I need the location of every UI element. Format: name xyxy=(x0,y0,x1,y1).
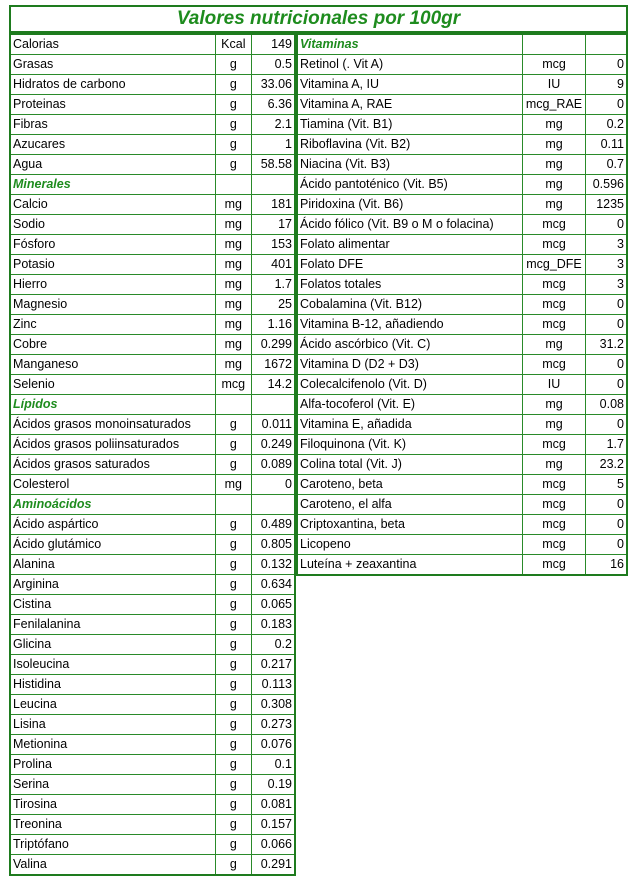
nutrient-name: Criptoxantina, beta xyxy=(297,515,523,535)
nutrient-row xyxy=(297,455,627,475)
nutrient-row xyxy=(10,335,295,355)
nutrient-row xyxy=(10,355,295,375)
nutrient-row xyxy=(10,135,295,155)
nutrient-name: Fenilalanina xyxy=(10,615,216,635)
nutrient-value: 0.2 xyxy=(586,115,628,135)
nutrient-row xyxy=(10,315,295,335)
nutrient-row xyxy=(10,295,295,315)
nutrient-name: Tiamina (Vit. B1) xyxy=(297,115,523,135)
nutrient-row xyxy=(10,655,295,675)
nutrient-name: Tirosina xyxy=(10,795,216,815)
nutrient-unit: g xyxy=(216,135,251,155)
nutrient-row xyxy=(10,535,295,555)
nutrient-unit: mg xyxy=(216,215,251,235)
nutrient-unit: g xyxy=(216,535,251,555)
nutrient-name: Potasio xyxy=(10,255,216,275)
nutrient-row xyxy=(10,675,295,695)
nutrient-name: Vitamina B-12, añadiendo xyxy=(297,315,523,335)
nutrient-value: 9 xyxy=(586,75,628,95)
nutrient-row xyxy=(297,55,627,75)
nutrient-unit: g xyxy=(216,555,251,575)
nutrient-value: 401 xyxy=(251,255,295,275)
nutrient-row xyxy=(297,375,627,395)
nutrient-name: Vitamina A, IU xyxy=(297,75,523,95)
nutrient-unit xyxy=(216,495,251,515)
nutrient-name: Fósforo xyxy=(10,235,216,255)
nutrient-row xyxy=(297,515,627,535)
nutrient-value: 25 xyxy=(251,295,295,315)
nutrient-unit: mg xyxy=(523,455,586,475)
nutrient-name: Folatos totales xyxy=(297,275,523,295)
nutrient-value: 0.066 xyxy=(251,835,295,855)
nutrient-value: 0 xyxy=(586,495,628,515)
left-nutrient-table xyxy=(9,33,296,876)
nutrient-value: 5 xyxy=(586,475,628,495)
nutrient-row xyxy=(10,155,295,175)
nutrient-row xyxy=(297,115,627,135)
nutrient-unit: IU xyxy=(523,375,586,395)
section-header-row xyxy=(297,34,627,55)
nutrient-value: 0 xyxy=(586,415,628,435)
nutrient-value: 0.308 xyxy=(251,695,295,715)
nutrient-value xyxy=(251,395,295,415)
nutrient-unit: g xyxy=(216,715,251,735)
nutrient-unit: mg xyxy=(216,255,251,275)
nutrient-name: Ácido aspártico xyxy=(10,515,216,535)
nutrient-name: Calorias xyxy=(10,34,216,55)
nutrient-unit: mcg_RAE xyxy=(523,95,586,115)
nutrient-row xyxy=(10,95,295,115)
right-nutrient-table xyxy=(296,33,628,576)
nutrient-unit: g xyxy=(216,435,251,455)
nutrient-value: 181 xyxy=(251,195,295,215)
nutrient-unit: mcg xyxy=(523,555,586,576)
nutrient-value: 0 xyxy=(586,535,628,555)
nutrient-value: 1.7 xyxy=(586,435,628,455)
nutrient-name: Fibras xyxy=(10,115,216,135)
nutrient-unit: g xyxy=(216,675,251,695)
nutrient-row xyxy=(297,355,627,375)
nutrient-value: 0.157 xyxy=(251,815,295,835)
nutrient-unit: g xyxy=(216,775,251,795)
nutrient-row xyxy=(297,155,627,175)
nutrient-value: 0.065 xyxy=(251,595,295,615)
nutrient-name: Proteinas xyxy=(10,95,216,115)
nutrient-row xyxy=(297,235,627,255)
nutrient-name: Folato DFE xyxy=(297,255,523,275)
nutrient-name: Triptófano xyxy=(10,835,216,855)
nutrient-row xyxy=(10,575,295,595)
nutrient-unit: g xyxy=(216,515,251,535)
nutrient-row xyxy=(10,715,295,735)
nutrient-row xyxy=(297,135,627,155)
nutrient-name: Cobre xyxy=(10,335,216,355)
nutrient-name: Niacina (Vit. B3) xyxy=(297,155,523,175)
nutrient-value: 0.596 xyxy=(586,175,628,195)
nutrient-unit: g xyxy=(216,595,251,615)
nutrient-name: Ácidos grasos poliinsaturados xyxy=(10,435,216,455)
nutrient-name: Hierro xyxy=(10,275,216,295)
nutrient-value: 0 xyxy=(586,355,628,375)
section-header: Aminoácidos xyxy=(10,495,216,515)
nutrient-unit: mg xyxy=(523,415,586,435)
nutrient-name: Riboflavina (Vit. B2) xyxy=(297,135,523,155)
nutrient-row xyxy=(297,95,627,115)
nutrient-value: 0 xyxy=(586,95,628,115)
nutrient-value: 0.11 xyxy=(586,135,628,155)
nutrient-row xyxy=(10,615,295,635)
section-header: Lípidos xyxy=(10,395,216,415)
nutrient-value: 0.081 xyxy=(251,795,295,815)
nutrient-row xyxy=(10,475,295,495)
nutrient-value: 0.076 xyxy=(251,735,295,755)
nutrient-unit: mcg xyxy=(523,315,586,335)
nutrient-row xyxy=(10,855,295,876)
nutrient-row xyxy=(10,255,295,275)
nutrient-row xyxy=(297,395,627,415)
nutrient-value: 1 xyxy=(251,135,295,155)
nutrient-unit: g xyxy=(216,575,251,595)
nutrient-unit: g xyxy=(216,855,251,876)
nutrient-name: Vitamina E, añadida xyxy=(297,415,523,435)
nutrient-unit: Kcal xyxy=(216,34,251,55)
nutrient-row xyxy=(10,835,295,855)
nutrient-unit: mg xyxy=(523,195,586,215)
nutrient-value: 0 xyxy=(586,55,628,75)
nutrient-value: 3 xyxy=(586,255,628,275)
nutrient-value: 0 xyxy=(586,515,628,535)
nutrient-value: 0 xyxy=(586,215,628,235)
nutrient-name: Manganeso xyxy=(10,355,216,375)
nutrient-name: Licopeno xyxy=(297,535,523,555)
nutrient-row xyxy=(10,275,295,295)
nutrient-value: 3 xyxy=(586,235,628,255)
nutrient-unit: mcg xyxy=(523,215,586,235)
nutrient-row xyxy=(10,695,295,715)
nutrient-name: Cistina xyxy=(10,595,216,615)
nutrient-unit: mcg xyxy=(523,275,586,295)
nutrient-unit: mg xyxy=(523,175,586,195)
section-header-row xyxy=(10,175,295,195)
nutrient-unit: mcg xyxy=(216,375,251,395)
nutrient-unit: IU xyxy=(523,75,586,95)
nutrient-name: Arginina xyxy=(10,575,216,595)
nutrient-name: Caroteno, beta xyxy=(297,475,523,495)
nutrient-value: 1672 xyxy=(251,355,295,375)
nutrient-name: Ácidos grasos monoinsaturados xyxy=(10,415,216,435)
nutrient-row xyxy=(10,515,295,535)
nutrient-name: Selenio xyxy=(10,375,216,395)
nutrient-name: Caroteno, el alfa xyxy=(297,495,523,515)
nutrient-value: 0 xyxy=(586,295,628,315)
nutrient-name: Prolina xyxy=(10,755,216,775)
nutrient-unit: g xyxy=(216,755,251,775)
nutrient-name: Cobalamina (Vit. B12) xyxy=(297,295,523,315)
section-header: Minerales xyxy=(10,175,216,195)
nutrient-unit: mcg_DFE xyxy=(523,255,586,275)
nutrient-value: 0.273 xyxy=(251,715,295,735)
nutrient-value: 0.634 xyxy=(251,575,295,595)
nutrient-row xyxy=(297,275,627,295)
nutrient-name: Leucina xyxy=(10,695,216,715)
nutrient-name: Serina xyxy=(10,775,216,795)
nutrient-unit: mcg xyxy=(523,235,586,255)
nutrient-name: Calcio xyxy=(10,195,216,215)
nutrient-unit: mcg xyxy=(523,495,586,515)
nutrient-unit: g xyxy=(216,795,251,815)
nutrient-value: 0 xyxy=(586,315,628,335)
nutrient-name: Vitamina D (D2 + D3) xyxy=(297,355,523,375)
nutrient-name: Ácidos grasos saturados xyxy=(10,455,216,475)
nutrient-row xyxy=(297,215,627,235)
nutrient-value: 17 xyxy=(251,215,295,235)
nutrient-unit: g xyxy=(216,55,251,75)
nutrient-unit: mcg xyxy=(523,55,586,75)
section-header-row xyxy=(10,395,295,415)
nutrient-value xyxy=(251,175,295,195)
nutrient-row xyxy=(10,635,295,655)
nutrient-name: Ácido ascórbico (Vit. C) xyxy=(297,335,523,355)
nutrient-value: 0.5 xyxy=(251,55,295,75)
nutrient-name: Treonina xyxy=(10,815,216,835)
nutrient-value: 0.7 xyxy=(586,155,628,175)
nutrient-row xyxy=(297,415,627,435)
nutrient-name: Histidina xyxy=(10,675,216,695)
nutrient-value: 0.299 xyxy=(251,335,295,355)
sheet-title: Valores nutricionales por 100gr xyxy=(9,5,628,33)
nutrient-unit: g xyxy=(216,815,251,835)
nutrient-row xyxy=(10,455,295,475)
nutrient-value: 153 xyxy=(251,235,295,255)
nutrient-value: 0 xyxy=(586,375,628,395)
nutrient-value: 149 xyxy=(251,34,295,55)
nutrient-unit: mg xyxy=(216,355,251,375)
nutrient-name: Vitamina A, RAE xyxy=(297,95,523,115)
nutrient-name: Luteína + zeaxantina xyxy=(297,555,523,576)
nutrient-value: 0.489 xyxy=(251,515,295,535)
nutrient-name: Alanina xyxy=(10,555,216,575)
nutrient-unit: g xyxy=(216,615,251,635)
nutrient-unit: mg xyxy=(216,235,251,255)
nutrient-unit: mcg xyxy=(523,515,586,535)
nutrient-row xyxy=(10,215,295,235)
nutrient-unit: mg xyxy=(216,315,251,335)
nutrient-value: 0.183 xyxy=(251,615,295,635)
nutrient-unit: mcg xyxy=(523,535,586,555)
nutrient-row xyxy=(10,55,295,75)
nutrient-row xyxy=(10,735,295,755)
nutrient-value: 0.2 xyxy=(251,635,295,655)
nutrient-unit: mcg xyxy=(523,435,586,455)
nutrient-value: 0.1 xyxy=(251,755,295,775)
nutrient-value: 0.217 xyxy=(251,655,295,675)
nutrition-sheet xyxy=(9,5,628,871)
nutrient-unit: g xyxy=(216,95,251,115)
nutrient-row xyxy=(297,175,627,195)
nutrient-row xyxy=(10,415,295,435)
nutrient-name: Agua xyxy=(10,155,216,175)
nutrient-name: Magnesio xyxy=(10,295,216,315)
nutrient-unit: mg xyxy=(523,335,586,355)
nutrient-row xyxy=(297,315,627,335)
nutrient-name: Folato alimentar xyxy=(297,235,523,255)
nutrient-row xyxy=(10,195,295,215)
nutrient-row xyxy=(10,375,295,395)
nutrient-unit xyxy=(216,175,251,195)
nutrient-name: Azucares xyxy=(10,135,216,155)
section-header: Vitaminas xyxy=(297,34,523,55)
nutrient-unit: mcg xyxy=(523,355,586,375)
nutrient-name: Ácido pantoténico (Vit. B5) xyxy=(297,175,523,195)
nutrient-value: 0.089 xyxy=(251,455,295,475)
nutrient-value: 16 xyxy=(586,555,628,576)
nutrient-row xyxy=(297,195,627,215)
nutrient-value: 1.16 xyxy=(251,315,295,335)
nutrient-value: 2.1 xyxy=(251,115,295,135)
nutrient-row xyxy=(10,435,295,455)
nutrient-name: Ácido fólico (Vit. B9 o M o folacina) xyxy=(297,215,523,235)
nutrient-value: 0.132 xyxy=(251,555,295,575)
nutrient-name: Sodio xyxy=(10,215,216,235)
nutrient-value xyxy=(251,495,295,515)
nutrient-name: Grasas xyxy=(10,55,216,75)
nutrient-row xyxy=(297,295,627,315)
nutrient-unit: g xyxy=(216,735,251,755)
nutrient-unit: mg xyxy=(216,475,251,495)
nutrient-row xyxy=(297,75,627,95)
nutrient-unit: g xyxy=(216,635,251,655)
nutrient-name: Alfa-tocoferol (Vit. E) xyxy=(297,395,523,415)
nutrient-value: 0.113 xyxy=(251,675,295,695)
nutrient-name: Zinc xyxy=(10,315,216,335)
nutrient-row xyxy=(10,34,295,55)
nutrient-row xyxy=(10,815,295,835)
nutrient-row xyxy=(10,235,295,255)
nutrient-value: 31.2 xyxy=(586,335,628,355)
nutrient-row xyxy=(10,795,295,815)
nutrient-row xyxy=(297,255,627,275)
nutrient-unit: mg xyxy=(216,195,251,215)
nutrient-name: Piridoxina (Vit. B6) xyxy=(297,195,523,215)
nutrient-name: Lisina xyxy=(10,715,216,735)
nutrient-name: Hidratos de carbono xyxy=(10,75,216,95)
nutrient-unit: g xyxy=(216,655,251,675)
nutrient-value: 3 xyxy=(586,275,628,295)
nutrient-value: 0.291 xyxy=(251,855,295,876)
nutrient-name: Filoquinona (Vit. K) xyxy=(297,435,523,455)
nutrient-row xyxy=(10,755,295,775)
nutrient-value: 0.19 xyxy=(251,775,295,795)
nutrient-unit: mcg xyxy=(523,295,586,315)
nutrient-row xyxy=(297,535,627,555)
nutrient-unit: g xyxy=(216,455,251,475)
nutrient-unit: g xyxy=(216,695,251,715)
nutrient-row xyxy=(10,75,295,95)
nutrient-value: 1235 xyxy=(586,195,628,215)
nutrient-unit: g xyxy=(216,415,251,435)
nutrient-row xyxy=(10,115,295,135)
nutrient-name: Valina xyxy=(10,855,216,876)
nutrient-name: Isoleucina xyxy=(10,655,216,675)
nutrient-name: Retinol (. Vit A) xyxy=(297,55,523,75)
nutrient-unit: g xyxy=(216,835,251,855)
nutrient-name: Colina total (Vit. J) xyxy=(297,455,523,475)
nutrient-row xyxy=(297,495,627,515)
nutrient-value xyxy=(586,34,628,55)
nutrient-name: Colecalcifenolo (Vit. D) xyxy=(297,375,523,395)
nutrient-unit xyxy=(216,395,251,415)
nutrient-row xyxy=(10,595,295,615)
nutrient-row xyxy=(297,555,627,576)
nutrient-value: 0 xyxy=(251,475,295,495)
section-header-row xyxy=(10,495,295,515)
nutrient-row xyxy=(297,435,627,455)
nutrient-value: 14.2 xyxy=(251,375,295,395)
nutrient-unit: mg xyxy=(523,155,586,175)
nutrient-unit: g xyxy=(216,75,251,95)
nutrient-unit: mg xyxy=(523,115,586,135)
nutrient-unit: g xyxy=(216,115,251,135)
nutrient-row xyxy=(297,475,627,495)
nutrient-unit: g xyxy=(216,155,251,175)
nutrient-value: 6.36 xyxy=(251,95,295,115)
nutrient-row xyxy=(10,775,295,795)
nutrient-row xyxy=(10,555,295,575)
nutrient-value: 23.2 xyxy=(586,455,628,475)
nutrient-value: 0.011 xyxy=(251,415,295,435)
nutrient-unit xyxy=(523,34,586,55)
nutrient-name: Glicina xyxy=(10,635,216,655)
nutrient-row xyxy=(297,335,627,355)
nutrient-unit: mg xyxy=(523,135,586,155)
nutrient-name: Ácido glutámico xyxy=(10,535,216,555)
nutrient-value: 0.249 xyxy=(251,435,295,455)
nutrient-unit: mg xyxy=(216,335,251,355)
nutrient-unit: mcg xyxy=(523,475,586,495)
nutrient-value: 0.08 xyxy=(586,395,628,415)
nutrient-value: 58.58 xyxy=(251,155,295,175)
nutrient-name: Colesterol xyxy=(10,475,216,495)
nutrient-value: 33.06 xyxy=(251,75,295,95)
nutrient-value: 0.805 xyxy=(251,535,295,555)
nutrient-unit: mg xyxy=(523,395,586,415)
nutrient-unit: mg xyxy=(216,295,251,315)
nutrient-name: Metionina xyxy=(10,735,216,755)
nutrient-unit: mg xyxy=(216,275,251,295)
nutrient-value: 1.7 xyxy=(251,275,295,295)
